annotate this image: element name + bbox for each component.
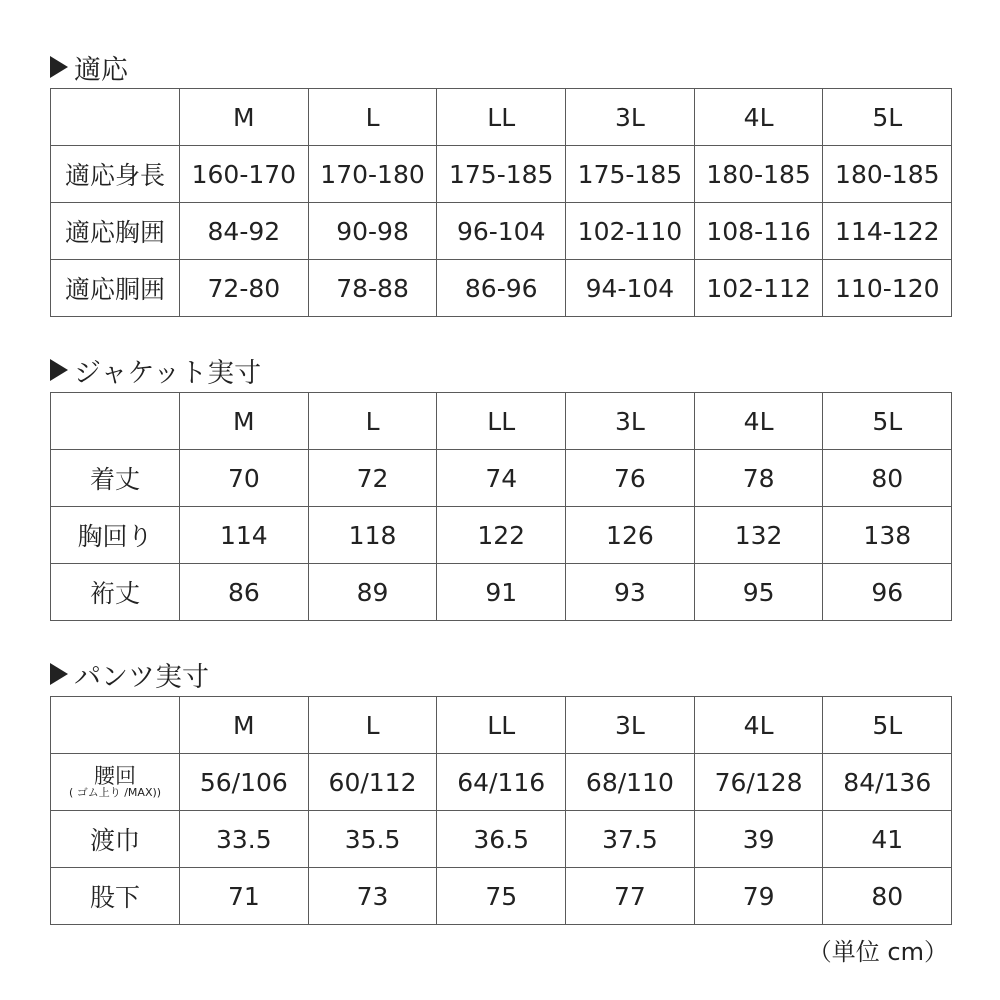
table-corner-cell	[51, 393, 180, 450]
table-corner-cell	[51, 89, 180, 146]
column-header: M	[180, 697, 309, 754]
fit-size-table	[50, 88, 952, 317]
table-cell: 75	[437, 868, 566, 925]
table-cell: 72	[308, 450, 437, 507]
table-cell: 122	[437, 507, 566, 564]
section-title: ジャケット実寸	[74, 357, 262, 389]
table-cell: 80	[823, 450, 952, 507]
row-label: 適応身長	[51, 146, 180, 203]
row-label-sub: ( ゴム上り /MAX))	[68, 786, 162, 800]
table-cell: 71	[180, 868, 309, 925]
table-cell: 90-98	[308, 203, 437, 260]
row-label: 適応胴囲	[51, 260, 180, 317]
table-cell: 76	[566, 450, 695, 507]
table-cell: 180-185	[694, 146, 823, 203]
table-row	[51, 450, 952, 507]
table-cell: 86	[180, 564, 309, 621]
table-cell: 73	[308, 868, 437, 925]
table-row	[51, 754, 952, 811]
column-header: 5L	[823, 393, 952, 450]
table-cell: 170-180	[308, 146, 437, 203]
section-heading-pants	[50, 654, 209, 694]
table-cell: 70	[180, 450, 309, 507]
section-heading-jacket	[50, 350, 261, 390]
row-label: 着丈	[51, 450, 180, 507]
row-label: 適応胸囲	[51, 203, 180, 260]
table-cell: 114-122	[823, 203, 952, 260]
table-header-row	[51, 89, 952, 146]
column-header: LL	[437, 697, 566, 754]
table-cell: 84/136	[823, 754, 952, 811]
table-cell: 138	[823, 507, 952, 564]
column-header: 5L	[823, 697, 952, 754]
column-header: 3L	[566, 89, 695, 146]
table-cell: 95	[694, 564, 823, 621]
row-label	[51, 754, 180, 811]
table-cell: 77	[566, 868, 695, 925]
column-header: 3L	[566, 697, 695, 754]
table-cell: 64/116	[437, 754, 566, 811]
column-header: M	[180, 89, 309, 146]
table-row	[51, 203, 952, 260]
table-cell: 94-104	[566, 260, 695, 317]
triangle-right-icon	[50, 663, 68, 685]
table-cell: 102-112	[694, 260, 823, 317]
table-cell: 86-96	[437, 260, 566, 317]
table-cell: 68/110	[566, 754, 695, 811]
row-label: 裄丈	[51, 564, 180, 621]
table-cell: 78	[694, 450, 823, 507]
jacket-size-table	[50, 392, 952, 621]
table-row	[51, 564, 952, 621]
triangle-right-icon	[50, 359, 68, 381]
column-header: L	[308, 89, 437, 146]
column-header: 4L	[694, 697, 823, 754]
unit-note: （単位 cm）	[807, 938, 948, 966]
table-cell: 108-116	[694, 203, 823, 260]
column-header: 4L	[694, 393, 823, 450]
column-header: L	[308, 697, 437, 754]
table-cell: 39	[694, 811, 823, 868]
section-title: 適応	[74, 54, 128, 86]
row-label: 渡巾	[51, 811, 180, 868]
table-cell: 132	[694, 507, 823, 564]
table-cell: 180-185	[823, 146, 952, 203]
table-cell: 89	[308, 564, 437, 621]
triangle-right-icon	[50, 56, 68, 78]
table-cell: 96	[823, 564, 952, 621]
table-cell: 175-185	[437, 146, 566, 203]
table-cell: 37.5	[566, 811, 695, 868]
section-title: パンツ実寸	[74, 661, 209, 693]
table-row	[51, 507, 952, 564]
table-cell: 118	[308, 507, 437, 564]
table-cell: 160-170	[180, 146, 309, 203]
table-cell: 84-92	[180, 203, 309, 260]
table-cell: 74	[437, 450, 566, 507]
table-cell: 56/106	[180, 754, 309, 811]
table-cell: 175-185	[566, 146, 695, 203]
table-row	[51, 811, 952, 868]
section-heading-fit	[50, 47, 128, 87]
table-cell: 80	[823, 868, 952, 925]
table-cell: 114	[180, 507, 309, 564]
table-cell: 41	[823, 811, 952, 868]
column-header: 3L	[566, 393, 695, 450]
table-cell: 78-88	[308, 260, 437, 317]
table-row	[51, 146, 952, 203]
column-header: L	[308, 393, 437, 450]
column-header: LL	[437, 89, 566, 146]
table-corner-cell	[51, 697, 180, 754]
column-header: LL	[437, 393, 566, 450]
table-cell: 35.5	[308, 811, 437, 868]
column-header: 4L	[694, 89, 823, 146]
column-header: 5L	[823, 89, 952, 146]
table-cell: 36.5	[437, 811, 566, 868]
table-cell: 79	[694, 868, 823, 925]
row-label: 胸回り	[51, 507, 180, 564]
table-row	[51, 868, 952, 925]
table-cell: 93	[566, 564, 695, 621]
table-cell: 126	[566, 507, 695, 564]
table-cell: 110-120	[823, 260, 952, 317]
pants-size-table	[50, 696, 952, 925]
table-cell: 91	[437, 564, 566, 621]
table-cell: 102-110	[566, 203, 695, 260]
table-row	[51, 260, 952, 317]
table-cell: 76/128	[694, 754, 823, 811]
table-cell: 96-104	[437, 203, 566, 260]
row-label: 股下	[51, 868, 180, 925]
column-header: M	[180, 393, 309, 450]
table-cell: 33.5	[180, 811, 309, 868]
row-label-main: 腰回	[94, 764, 136, 789]
table-cell: 60/112	[308, 754, 437, 811]
table-header-row	[51, 393, 952, 450]
table-header-row	[51, 697, 952, 754]
table-cell: 72-80	[180, 260, 309, 317]
